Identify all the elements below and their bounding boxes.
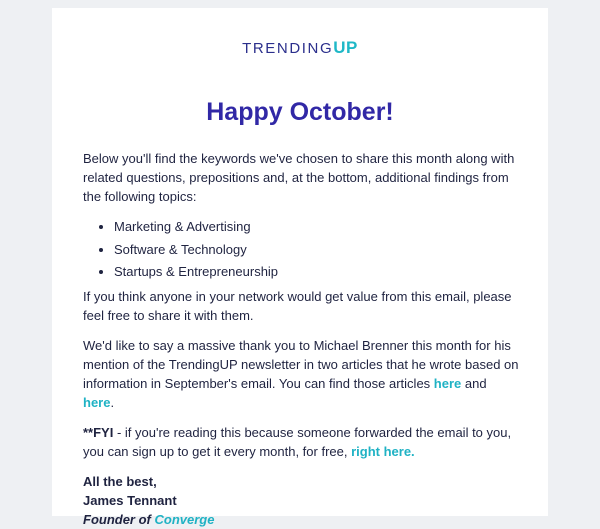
trendingup-logo[interactable] <box>52 38 548 58</box>
share-paragraph: If you think anyone in your network would get value from this email, please feel free to share it with them. <box>83 289 512 323</box>
fyi-paragraph <box>83 423 519 461</box>
articles-link-2[interactable]: here <box>83 395 111 410</box>
topics-list <box>83 217 519 281</box>
email-body <box>83 149 519 529</box>
role-prefix: Founder of <box>83 512 155 527</box>
signature <box>83 472 519 529</box>
articles-link-1[interactable]: here <box>433 376 462 391</box>
signature-name: James Tennant <box>83 493 177 508</box>
email-card <box>52 8 548 527</box>
topic-item: • Startups & Entrepreneurship <box>114 262 519 281</box>
company-name: Converge <box>154 512 215 527</box>
intro-paragraph: Below you'll find the keywords we've chosen to share this month along with related questions, prepositions and, at the bottom, additional findings from the following topics: <box>83 151 515 204</box>
logo-text-up: UP <box>333 38 358 57</box>
topic-item: • Marketing & Advertising <box>114 217 519 236</box>
page-title: Happy October! <box>206 98 394 126</box>
thanks-text: We'd like to say a massive thank you to Michael Brenner this month for his mention of the TrendingUP newsletter in two articles that he wrote based on information in September's email. You can find those articles <box>83 338 519 391</box>
logo-text-trending: TRENDING <box>242 40 334 57</box>
signup-link[interactable]: right here. <box>351 444 415 459</box>
signature-role <box>83 510 519 529</box>
thanks-paragraph <box>83 336 519 412</box>
thanks-and: and <box>461 376 487 391</box>
thanks-end: . <box>110 395 115 410</box>
signature-closing: All the best, <box>83 474 157 489</box>
topic-item: • Software & Technology <box>114 240 519 259</box>
fyi-text: - if you're reading this because someone forwarded the email to you, you can sign up to get it every month, for free, <box>83 425 512 459</box>
fyi-label: **FYI <box>83 425 114 440</box>
